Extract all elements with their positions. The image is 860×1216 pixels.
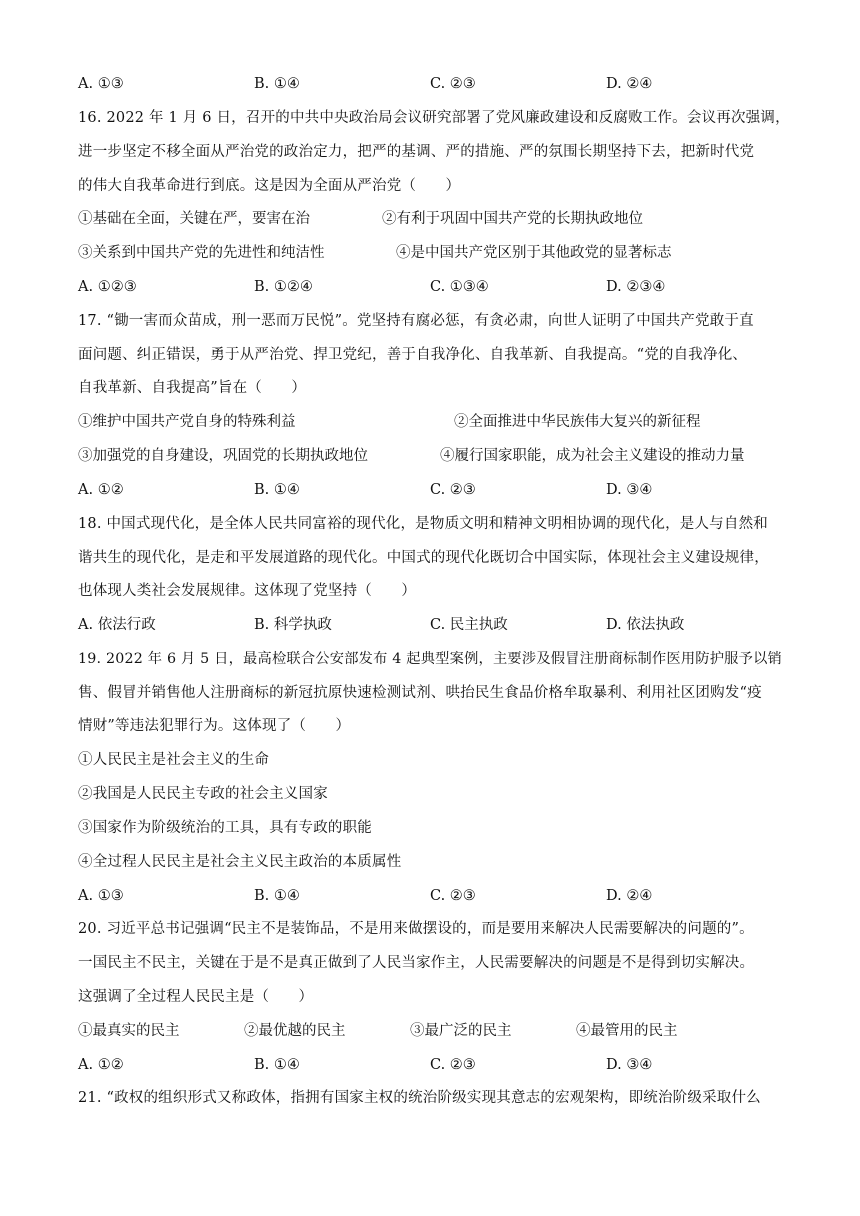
q19-item-2: ②我国是人民民主专政的社会主义国家 [78,786,328,802]
q20-option-c: C. ②③ [430,1057,476,1073]
q19-stem-line-1: 19. 2022 年 6 月 5 日，最高检联合公安部发布 4 起典型案例，主要涉及假冒注册商标制作医用防护服予以销 [78,651,782,667]
q16-items-row-1 [78,209,790,229]
q20-item-2: ②最优越的民主 [244,1023,346,1039]
q19-stem-line-3: 情财”等违法犯罪行为。这体现了（ ） [78,718,351,734]
q16-item-4: ④是中国共产党区别于其他政党的显著标志 [396,245,672,261]
q16-option-d: D. ②③④ [606,279,666,295]
q20-option-b: B. ①④ [254,1057,300,1073]
q17-stem-line-1: 17. “锄一害而众苗成，刑一恶而万民悦”。党坚持有腐必惩，有贪必肃，向世人证明了中国共产党敢于直 [78,313,754,329]
q16-stem-line-1: 16. 2022 年 1 月 6 日，召开的中共中央政治局会议研究部署了党风廉政建设和反腐败工作。会议再次强调， [78,110,790,126]
q16-stem-line-2: 进一步坚定不移全面从严治党的政治定力，把严的基调、严的措施、严的氛围长期坚持下去，把新时代党 [78,144,755,160]
q20-items-row [78,1021,790,1041]
q17-options [78,480,790,500]
q17-option-d: D. ③④ [606,482,653,498]
q17-stem-line-2: 面问题、纠正错误，勇于从严治党、捍卫党纪，善于自我净化、自我革新、自我提高。“党的自我净化、 [78,347,748,363]
q19-item-1: ①人民民主是社会主义的生命 [78,752,270,768]
q16-item-3: ③关系到中国共产党的先进性和纯洁性 [78,245,325,261]
q18-option-c: C. 民主执政 [430,617,508,633]
q20-stem-line-2: 一国民主不民主，关键在于是不是真正做到了人民当家作主，人民需要解决的问题是不是得到切实解决。 [78,955,755,971]
q18-stem-line-2: 谐共生的现代化，是走和平发展道路的现代化。中国式的现代化既切合中国实际，体现社会主义建设规律， [78,550,769,566]
q16-item-2: ②有利于巩固中国共产党的长期执政地位 [382,211,643,227]
q20-stem-line-1: 20. 习近平总书记强调“民主不是装饰品，不是用来做摆设的，而是要用来解决人民需要解决的问题的”。 [78,921,754,937]
q19-stem-line-2: 售、假冒并销售他人注册商标的新冠抗原快速检测试剂、哄抬民生食品价格牟取暴利、利用社区团购发“疫 [78,685,762,701]
q19-option-b: B. ①④ [254,888,300,904]
q16-stem-line-3: 的伟大自我革命进行到底。这是因为全面从严治党（ ） [78,178,461,194]
q19-options [78,886,790,906]
q17-items-row-1 [78,412,790,432]
q16-option-a: A. ①②③ [78,279,137,295]
q17-items-row-2 [78,446,790,466]
q17-item-1: ①维护中国共产党自身的特殊利益 [78,414,296,430]
q16-options [78,277,790,297]
option-d: D. ②④ [606,76,653,92]
q18-stem-line-3: 也体现人类社会发展规律。这体现了党坚持（ ） [78,583,417,599]
q17-option-b: B. ①④ [254,482,300,498]
q20-item-1: ①最真实的民主 [78,1023,180,1039]
q21-stem-line-1: 21. “政权的组织形式又称政体，指拥有国家主权的统治阶级实现其意志的宏观架构，即统治阶级采取什么 [78,1090,761,1106]
q17-stem-line-3: 自我革新、自我提高”旨在（ ） [78,380,307,396]
q16-option-b: B. ①②④ [254,279,313,295]
q17-item-3: ③加强党的自身建设，巩固党的长期执政地位 [78,448,368,464]
q19-option-d: D. ②④ [606,888,653,904]
q20-options [78,1055,790,1075]
q17-item-2: ②全面推进中华民族伟大复兴的新征程 [454,414,701,430]
q20-item-4: ④最管用的民主 [576,1023,678,1039]
q19-item-3: ③国家作为阶级统治的工具，具有专政的职能 [78,820,372,836]
q16-option-c: C. ①③④ [430,279,489,295]
option-b: B. ①④ [254,76,300,92]
q18-option-a: A. 依法行政 [78,617,156,633]
q20-option-d: D. ③④ [606,1057,653,1073]
q18-option-d: D. 依法执政 [606,617,685,633]
q19-option-c: C. ②③ [430,888,476,904]
q16-item-1: ①基础在全面，关键在严，要害在治 [78,211,310,227]
top-options [78,74,790,94]
q18-option-b: B. 科学执政 [254,617,332,633]
q17-option-c: C. ②③ [430,482,476,498]
q19-item-4: ④全过程人民民主是社会主义民主政治的本质属性 [78,854,402,870]
q19-option-a: A. ①③ [78,888,124,904]
q18-options [78,615,790,635]
q20-option-a: A. ①② [78,1057,124,1073]
q17-option-a: A. ①② [78,482,124,498]
q18-stem-line-1: 18. 中国式现代化，是全体人民共同富裕的现代化，是物质文明和精神文明相协调的现代化，是人与自然和 [78,516,768,532]
q20-stem-line-3: 这强调了全过程人民民主是（ ） [78,989,314,1005]
q16-items-row-2 [78,243,790,263]
option-c: C. ②③ [430,76,476,92]
option-a: A. ①③ [78,76,124,92]
q20-item-3: ③最广泛的民主 [410,1023,512,1039]
q17-item-4: ④履行国家职能，成为社会主义建设的推动力量 [440,448,745,464]
